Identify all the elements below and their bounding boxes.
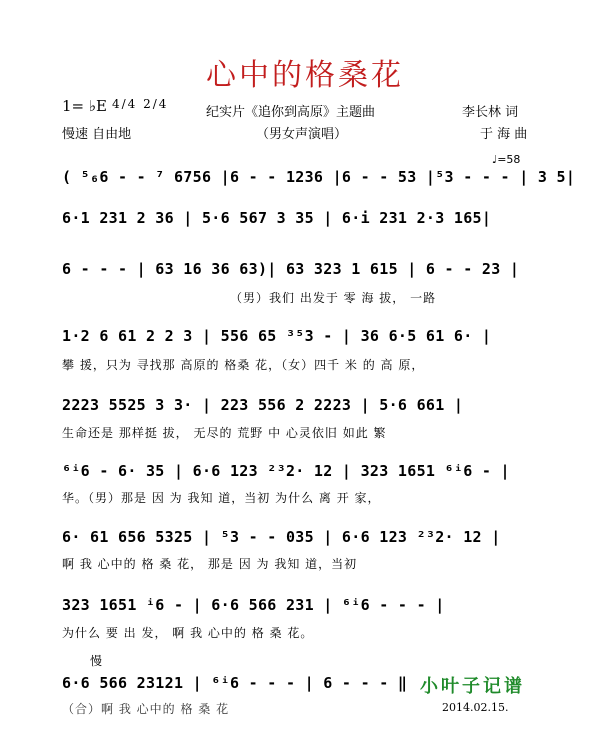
score-row-8-notes: 323 1651 ⁱ6 - | 6·6 566 231 | ⁶ⁱ6 - - - | bbox=[62, 596, 445, 614]
score-row-9-lyric: （合）啊 我 心中的 格 桑 花 bbox=[62, 702, 230, 716]
slow-marking: 慢 bbox=[90, 654, 103, 668]
score-row-3-notes: 6 - - - | 63 16 36 63)| 63 323 1 615 | 6 - - 23 | bbox=[62, 260, 520, 278]
score-row-5-notes: 2223 5525 3 3· | 223 556 2 2223 | 5·6 661 | bbox=[62, 396, 464, 414]
subtitle: 纪实片《追你到高原》主题曲 bbox=[206, 105, 376, 120]
score-row-9-notes: 6·6 566 23121 | ⁶ⁱ6 - - - | 6 - - - ‖ bbox=[62, 674, 408, 692]
song-title: 心中的格桑花 bbox=[206, 58, 404, 93]
score-row-3-lyric: （男）我们 出发于 零 海 拔， 一路 bbox=[230, 291, 437, 305]
key-signature: 1= ♭E bbox=[62, 97, 107, 115]
score-row-4-lyric: 攀 援，只为 寻找那 高原的 格桑 花，（女）四千 米 的 高 原， bbox=[62, 358, 425, 372]
time-signatures: 4/4 2/4 bbox=[112, 97, 169, 111]
score-row-2-notes: 6·1 231 2 36 | 5·6 567 3 35 | 6·i 231 2·3 165| bbox=[62, 209, 492, 227]
lyricist: 李长林 词 bbox=[462, 105, 519, 120]
score-row-7-lyric: 啊 我 心中的 格 桑 花， 那是 因 为 我知 道，当初 bbox=[62, 557, 358, 571]
score-row-6-notes: ⁶ⁱ6 - 6· 35 | 6·6 123 ²³2· 12 | 323 1651 ⁶ⁱ6 - | bbox=[62, 462, 510, 480]
metronome-mark: ♩=58 bbox=[492, 153, 521, 166]
score-row-6-lyric: 华。（男）那是 因 为 我知 道，当初 为什么 离 开 家， bbox=[62, 491, 381, 505]
score-row-4-notes: 1·2 6 61 2 2 3 | 556 65 ³⁵3 - | 36 6·5 61 6· | bbox=[62, 327, 492, 345]
score-row-7-notes: 6· 61 656 5325 | ⁵3 - - 035 | 6·6 123 ²³2· 12 | bbox=[62, 528, 501, 546]
tempo-marking: 慢速 自由地 bbox=[62, 127, 132, 142]
transcriber-signature: 小叶子记谱 bbox=[420, 676, 525, 697]
score-row-5-lyric: 生命还是 那样挺 拔， 无尽的 荒野 中 心灵依旧 如此 繁 bbox=[62, 426, 387, 440]
performers: （男女声演唱） bbox=[256, 127, 348, 142]
composer: 于 海 曲 bbox=[480, 127, 528, 142]
transcription-date: 2014.02.15. bbox=[442, 701, 509, 714]
score-row-8-lyric: 为什么 要 出 发， 啊 我 心中的 格 桑 花。 bbox=[62, 626, 314, 640]
score-row-1-notes: ( ⁵₆6 - - ⁷ 6756 |6 - - 1236 |6 - - 53 |⁵3 - - - | 3 5| bbox=[62, 168, 576, 186]
